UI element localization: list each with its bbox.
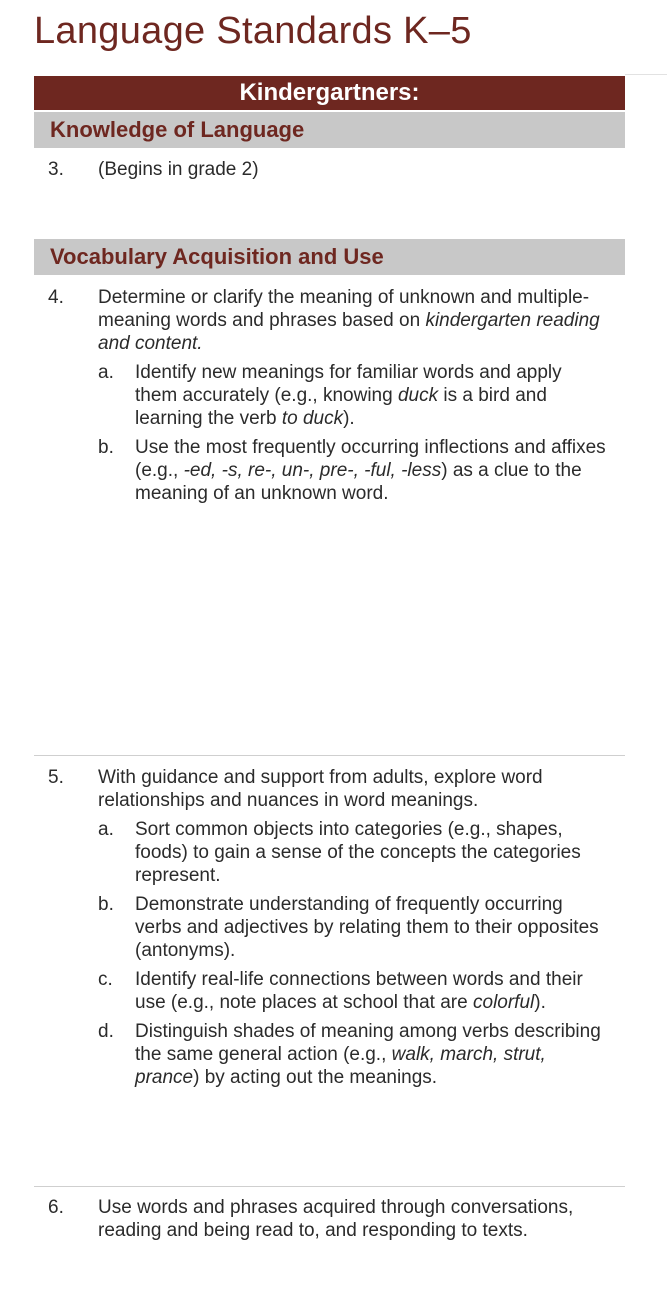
divider — [34, 1186, 625, 1187]
item-number: 3. — [48, 159, 64, 180]
sub-text — [135, 436, 608, 505]
item-text-italic: kindergarten reading and content. — [98, 310, 600, 354]
sub-text-italic: to duck — [281, 408, 344, 429]
item-text: Use words and phrases acquired through conversations, reading and being read to, and responding to texts. — [98, 1197, 574, 1241]
sub-text-part: Use the most frequently occurring inflections and affixes (e.g., — [135, 437, 606, 481]
sub-text: Sort common objects into categories (e.g., shapes, foods) to gain a sense of the concepts the categories represent. — [135, 819, 581, 886]
item-text: With guidance and support from adults, explore word relationships and nuances in word meanings. — [98, 767, 543, 811]
sub-text-italic: -ed, -s, re-, un-, pre-, -ful, -less — [183, 460, 442, 481]
grade-level-header: Kindergartners: — [34, 76, 625, 110]
standard-item-3 — [48, 158, 608, 181]
item-number: 4. — [48, 287, 64, 308]
sub-item-5c — [98, 968, 608, 1014]
sub-letter: b. — [98, 437, 114, 458]
sub-item-5d — [98, 1020, 608, 1089]
divider — [34, 755, 625, 756]
item-text — [98, 286, 608, 355]
sub-text-part: is a bird and learning the verb — [135, 385, 547, 429]
sub-letter: c. — [98, 969, 113, 990]
sub-item-4a — [98, 361, 608, 430]
header-edge-line — [625, 74, 667, 75]
sub-text — [135, 361, 608, 430]
sub-text — [135, 1020, 608, 1089]
sub-item-4b — [98, 436, 608, 505]
sub-letter: b. — [98, 894, 114, 915]
item-text: (Begins in grade 2) — [98, 159, 259, 180]
sub-letter: d. — [98, 1021, 114, 1042]
sub-letter: a. — [98, 362, 114, 383]
standard-item-5 — [48, 766, 608, 1089]
item-text-main: Determine or clarify the meaning of unknown and multiple-meaning words and phrases based on — [98, 287, 590, 331]
sub-text-part: ). — [534, 992, 546, 1013]
sub-item-5a — [98, 818, 608, 887]
sub-item-5b — [98, 893, 608, 962]
standard-item-4 — [48, 286, 608, 505]
sub-text — [135, 968, 608, 1014]
sub-text-part: Identify new meanings for familiar words and apply them accurately (e.g., knowing — [135, 362, 562, 406]
sub-letter: a. — [98, 819, 114, 840]
page-title: Language Standards K–5 — [34, 10, 472, 52]
sub-text-part: ) as a clue to the meaning of an unknown word. — [135, 460, 582, 504]
sub-text-part: Distinguish shades of meaning among verbs describing the same general action (e.g., — [135, 1021, 601, 1065]
sub-text-part: ) by acting out the meanings. — [193, 1067, 438, 1088]
standard-item-6 — [48, 1196, 608, 1242]
sub-text-italic: walk, march, strut, prance — [135, 1044, 546, 1088]
sub-text: Demonstrate understanding of frequently occurring verbs and adjectives by relating them to their opposites (antonyms). — [135, 894, 599, 961]
sub-text-part: ). — [343, 408, 355, 429]
item-number: 6. — [48, 1197, 64, 1218]
sub-text-italic: duck — [397, 385, 439, 406]
item-number: 5. — [48, 767, 64, 788]
sub-text-part: Identify real-life connections between words and their use (e.g., note places at school that are — [135, 969, 583, 1013]
sub-text-italic: colorful — [473, 992, 535, 1013]
section-header-vocabulary-acquisition: Vocabulary Acquisition and Use — [34, 239, 625, 275]
section-header-knowledge-of-language: Knowledge of Language — [34, 112, 625, 148]
